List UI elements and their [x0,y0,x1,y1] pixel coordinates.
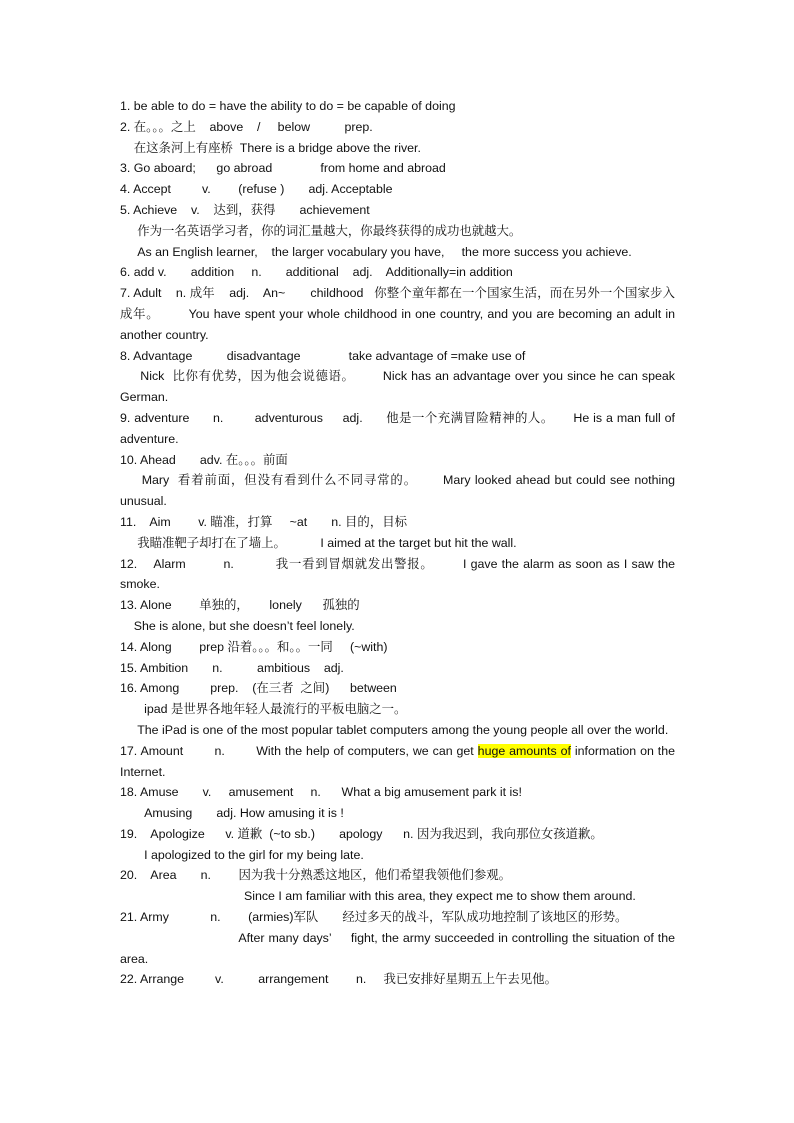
line-text: 我瞄准靶子却打在了墙上。 I aimed at the target but hit the wall. [120,535,517,550]
document-line [120,366,679,408]
line-text-continued: information on the Internet. [120,743,679,779]
document-line [120,637,675,658]
line-text: As an English learner, the larger vocabulary you have, the more success you achieve. [120,244,632,259]
line-text: 15. Ambition n. ambitious adj. [120,660,344,675]
document-line [120,720,675,741]
line-text: 16. Among prep. (在三者 之间) between [120,681,397,696]
line-text: 在这条河上有座桥 There is a bridge above the river. [120,140,421,155]
line-text: 13. Alone 单独的， lonely 孤独的 [120,598,360,613]
line-text: 7. Adult n. 成年 adj. An~ childhood 你整个童年都在一个国家生活，而在另外一个国家步入成年。 You have spent your whole childhood in one country, and you are becoming an adult in another country. [120,286,679,342]
line-text: 14. Along prep 沿着。。。和。。一同 (~with) [120,639,388,654]
line-text: 11. Aim v. 瞄准，打算 ~at n. 目的，目标 [120,514,407,529]
line-text: 20. Area n. 因为我十分熟悉这地区，他们希望我领他们参观。 [120,868,512,883]
document-line [120,969,675,990]
document-line [120,699,675,720]
line-text: The iPad is one of the most popular tablet computers among the young people all over the world. [120,722,669,737]
line-text: 18. Amuse v. amusement n. What a big amusement park it is! [120,785,522,800]
line-text: Nick 比你有优势，因为他会说德语。 Nick has an advantage over you since he can speak German. [120,369,679,405]
line-text: After many days’ fight, the army succeeded in controlling the situation of the area. [120,930,679,966]
highlighted-text: huge amounts of [477,743,571,758]
document-line [120,741,679,783]
line-text: 4. Accept v. (refuse ) adj. Acceptable [120,182,393,197]
document-line [120,200,675,221]
document-line [120,554,679,596]
line-text: 1. be able to do = have the ability to do = be capable of doing [120,99,456,113]
line-text: 2. 在。。。之上 above / below prep. [120,119,373,134]
line-text: 5. Achieve v. 达到，获得 achievement [120,202,370,217]
document-line [120,865,675,886]
line-text: ipad 是世界各地年轻人最流行的平板电脑之一。 [120,702,407,717]
document-line [120,928,679,970]
document-line [120,262,675,283]
document-line [120,158,675,179]
document-line [120,242,675,263]
line-text: 9. adventure n. adventurous adj. 他是一个充满冒险精神的人。 He is a man full of adventure. [120,410,679,446]
document-body [120,96,679,990]
line-text: 3. Go aboard; go abroad from home and abroad [120,161,446,176]
document-line [120,886,675,907]
document-line [120,678,675,699]
document-line [120,533,675,554]
line-text: 19. Apologize v. 道歉 (~to sb.) apology n. 因为我迟到，我向那位女孩道歉。 [120,826,603,841]
document-line [120,470,679,512]
line-text: 10. Ahead adv. 在。。。前面 [120,452,288,467]
document-line [120,408,679,450]
line-text: 21. Army n. (armies)军队 经过多天的战斗，军队成功地控制了该地区的形势。 [120,910,628,925]
document-line [120,138,675,159]
line-text: 作为一名英语学习者，你的词汇量越大，你最终获得的成功也就越大。 [120,223,522,238]
line-text: Mary 看着前面，但没有看到什么不同寻常的。 Mary looked ahead but could see nothing unusual. [120,473,679,509]
line-text: She is alone, but she doesn’t feel lonely. [120,618,355,633]
document-line [120,782,675,803]
line-text: 17. Amount n. With the help of computers, we can get [120,743,478,758]
line-text: 22. Arrange v. arrangement n. 我已安排好星期五上午去见他。 [120,972,557,987]
line-text: 12. Alarm n. 我一看到冒烟就发出警报。 I gave the alarm as soon as I saw the smoke. [120,556,679,592]
document-line [120,221,675,242]
line-text: Amusing adj. How amusing it is ! [120,806,344,821]
document-line [120,845,675,866]
document-line [120,96,675,117]
document-line [120,117,675,138]
document-line [120,179,675,200]
document-line [120,283,679,345]
document-line [120,346,675,367]
document-line [120,658,675,679]
document-line [120,907,675,928]
document-line [120,450,675,471]
document-line [120,595,675,616]
line-text: 8. Advantage disadvantage take advantage of =make use of [120,348,526,363]
document-line [120,824,675,845]
document-line [120,512,675,533]
document-line [120,803,675,824]
line-text: I apologized to the girl for my being late. [120,847,364,862]
line-text: Since I am familiar with this area, they expect me to show them around. [120,889,636,904]
line-text: 6. add v. addition n. additional adj. Additionally=in addition [120,265,513,280]
document-line [120,616,675,637]
